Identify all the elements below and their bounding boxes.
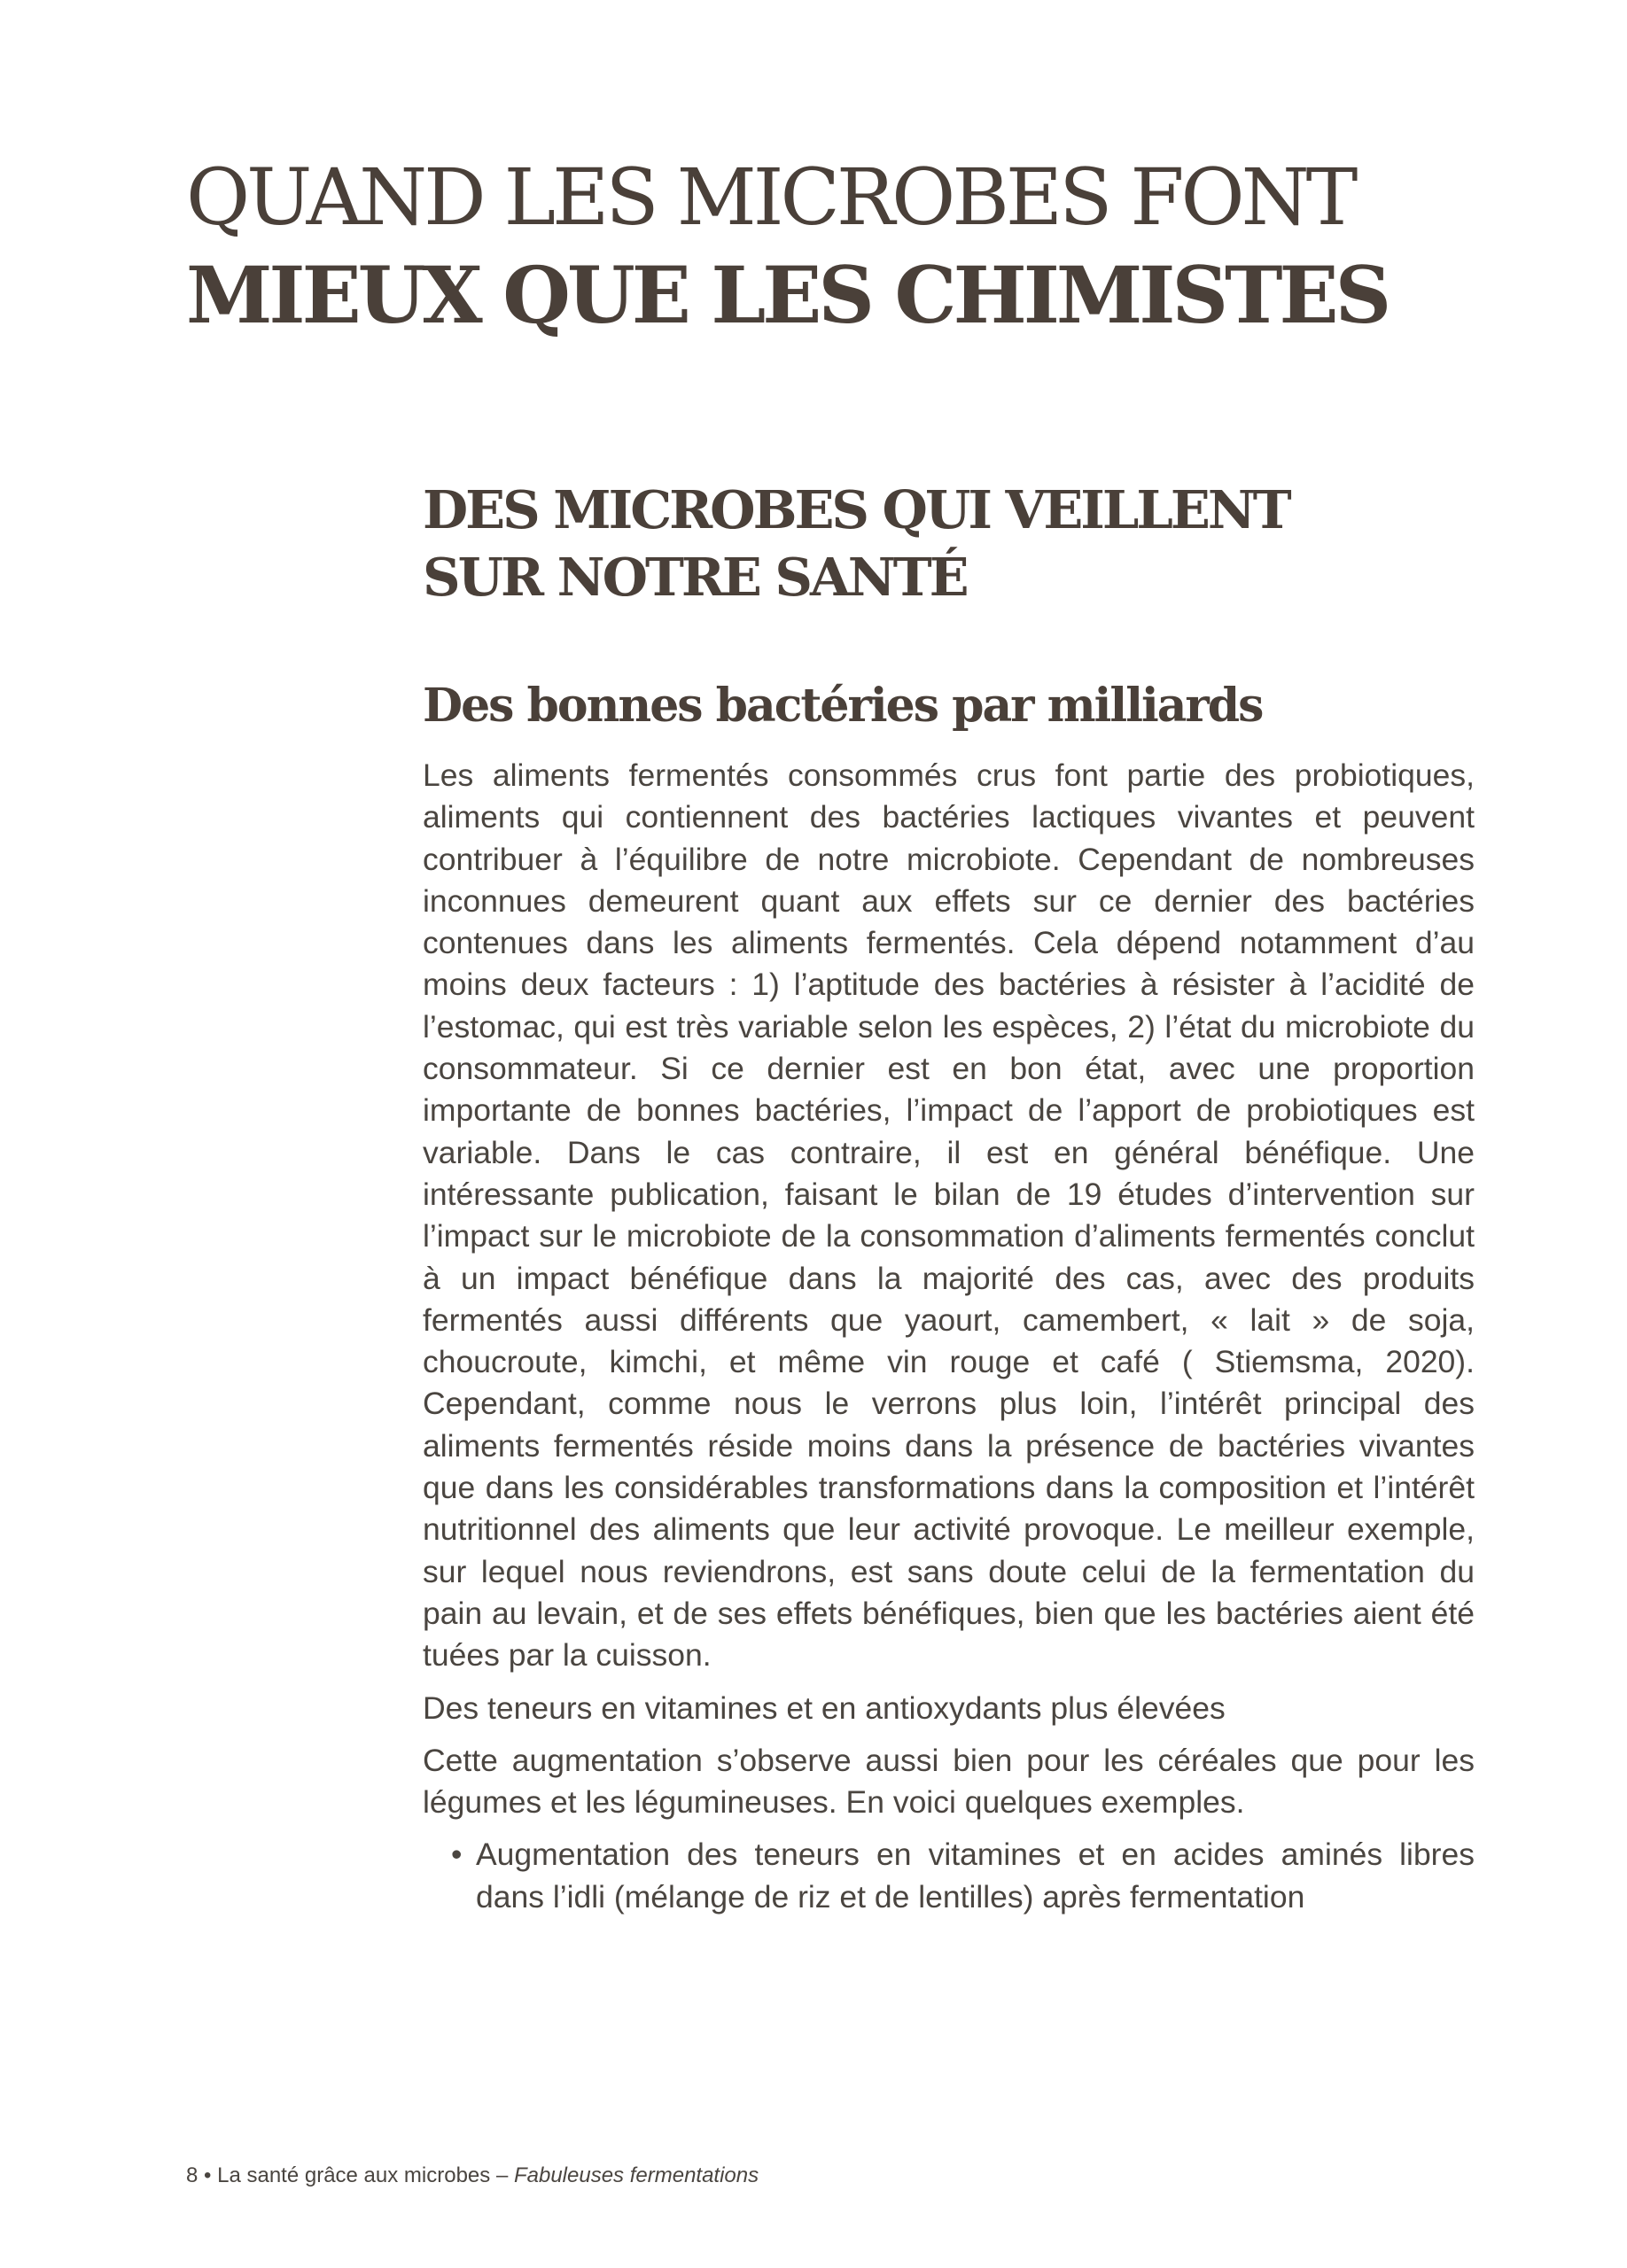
- footer-dash: –: [490, 2163, 514, 2187]
- paragraph-subheading: Des teneurs en vitamines et en antioxydants plus élevées: [423, 1689, 1226, 1726]
- chapter-title-line-1: QUAND LES MICROBES FONT: [186, 151, 1355, 243]
- list-item-text: Augmentation des teneurs en vitamines et en acides aminés libres dans l’idli (mélange de riz et de lentilles) après fermentation: [476, 1837, 1475, 1915]
- subsection-title: Des bonnes bactéries par milliards: [423, 679, 1263, 733]
- body-text: [423, 755, 1475, 1918]
- page-footer: [186, 2162, 759, 2190]
- list-item: [451, 1834, 1475, 1918]
- chapter-title-line-2: MIEUX QUE LES CHIMISTES: [186, 249, 1389, 341]
- page-number: 8: [186, 2163, 199, 2187]
- footer-separator: •: [198, 2163, 218, 2187]
- bullet-icon: •: [451, 1837, 463, 1873]
- paragraph-main: Les aliments fermentés consommés crus font partie des probiotiques, aliments qui contiennent des bactéries lactiques vivantes et peuvent contribuer à l’équilibre de notre microbiote. Cependant de nombreuses inconnues demeurent quant aux effets sur ce dernier des bactéries contenues dans les aliments fermentés. Cela dépend notamment d’au moins deux facteurs : 1) l’aptitude des bactéries à résister à l’acidité de l’estomac, qui est très variable selon les espèces, 2) l’état du microbiote du consommateur. Si ce dernier est en bon état, avec une proportion importante de bonnes bactéries, l’impact de l’apport de probiotiques est variable. Dans le cas contraire, il est en général bénéfique. Une intéressante publication, faisant le bilan de 19 études d’intervention sur l’impact sur le microbiote de la consommation d’aliments fermentés conclut à un impact bénéfique dans la majorité des cas, avec des produits fermentés aussi différents que yaourt, camembert, « lait » de soja, choucroute, kimchi, et même vin rouge et café ( Stiemsma, 2020). Cependant, comme nous le verrons plus loin, l’intérêt principal des aliments fermentés réside moins dans la présence de bactéries vivantes que dans les considérables transformations dans la composition et l’intérêt nutritionnel des aliments que leur activité provoque. Le meilleur exemple, sur lequel nous reviendrons, est sans doute celui de la fermentation du pain au levain, et de ses effets bénéfiques, bien que les bactéries aient été tuées par la cuisson.: [423, 757, 1475, 1674]
- book-title: La santé grâce aux microbes: [217, 2163, 491, 2187]
- paragraph-intro: Cette augmentation s’observe aussi bien pour les céréales que pour les légumes et les légumineuses. En voici quelques exemples.: [423, 1742, 1475, 1821]
- chapter-title: [186, 149, 1471, 344]
- series-title: Fabuleuses fermentations: [513, 2163, 759, 2187]
- section-title: [423, 477, 1486, 611]
- section-title-line-1: DES MICROBES QUI VEILLENT: [423, 479, 1289, 540]
- section-title-line-2: SUR NOTRE SANTÉ: [423, 547, 967, 608]
- bullet-list: [423, 1834, 1475, 1918]
